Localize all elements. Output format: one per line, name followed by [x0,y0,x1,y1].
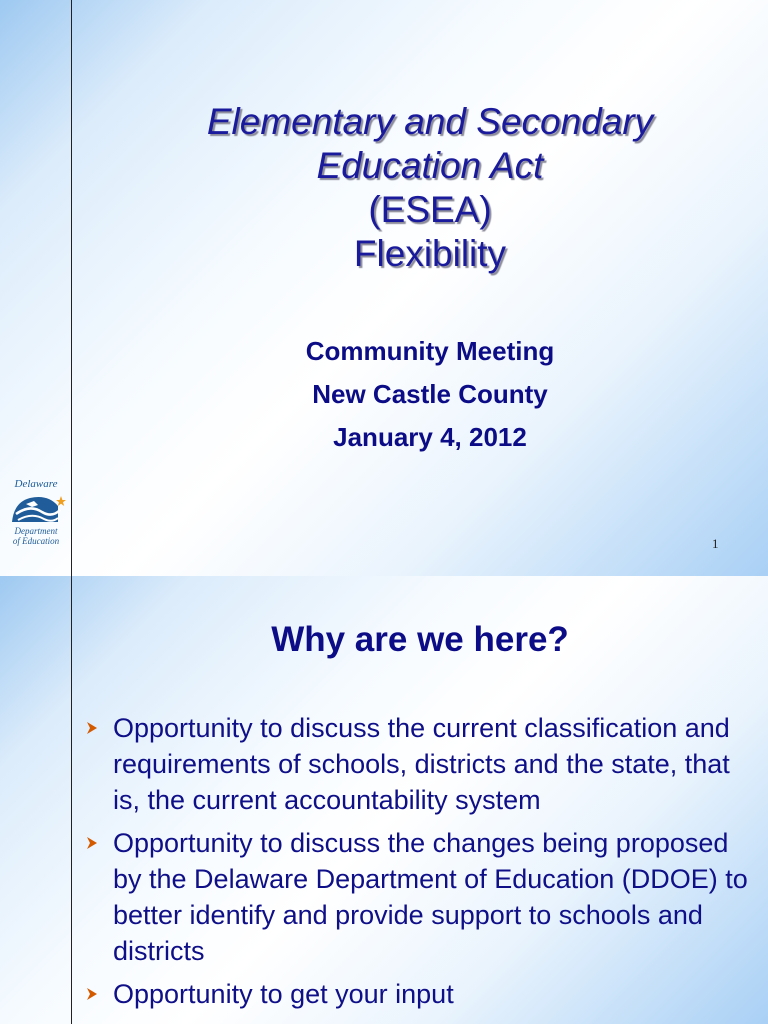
subtitle-line: Community Meeting [305,336,555,366]
delaware-doe-logo [6,478,66,550]
subtitle-line: New Castle County [312,379,548,409]
logo-wordmark: Delaware [14,478,58,490]
slide-2 [0,576,768,1024]
title-line: Flexibility [353,233,507,274]
bullet-item [82,825,762,969]
title-line: (ESEA) [368,189,492,230]
arrow-bullet-icon [84,986,100,1002]
title-line: Education Act [316,145,544,186]
subtitle-line: January 4, 2012 [333,422,527,452]
vertical-divider [71,0,72,576]
bullet-text: Opportunity to discuss the changes being proposed by the Delaware Department of Education (DDOE) to better identify and provide support to schools and districts [113,828,748,966]
delaware-doe-logo-icon [8,492,66,524]
arrow-bullet-icon [84,720,100,736]
slide-number: 1 [712,536,719,551]
arrow-bullet-icon [84,835,100,851]
slide-title: Why are we here? [271,620,569,659]
bullet-text: Opportunity to get your input [113,979,454,1009]
bullet-item [82,976,762,1012]
title-line: Elementary and Secondary [206,101,654,142]
slide-title [90,100,768,276]
logo-department-text [6,526,66,546]
bullet-text: Opportunity to discuss the current classification and requirements of schools, districts and the state, that is, the current accountability system [113,713,730,815]
bullet-list [82,710,762,1019]
logo-dept-line: Department [14,526,58,536]
logo-dept-line: of Education [12,536,60,546]
slide-subtitle [90,330,768,459]
bullet-item [82,710,762,818]
